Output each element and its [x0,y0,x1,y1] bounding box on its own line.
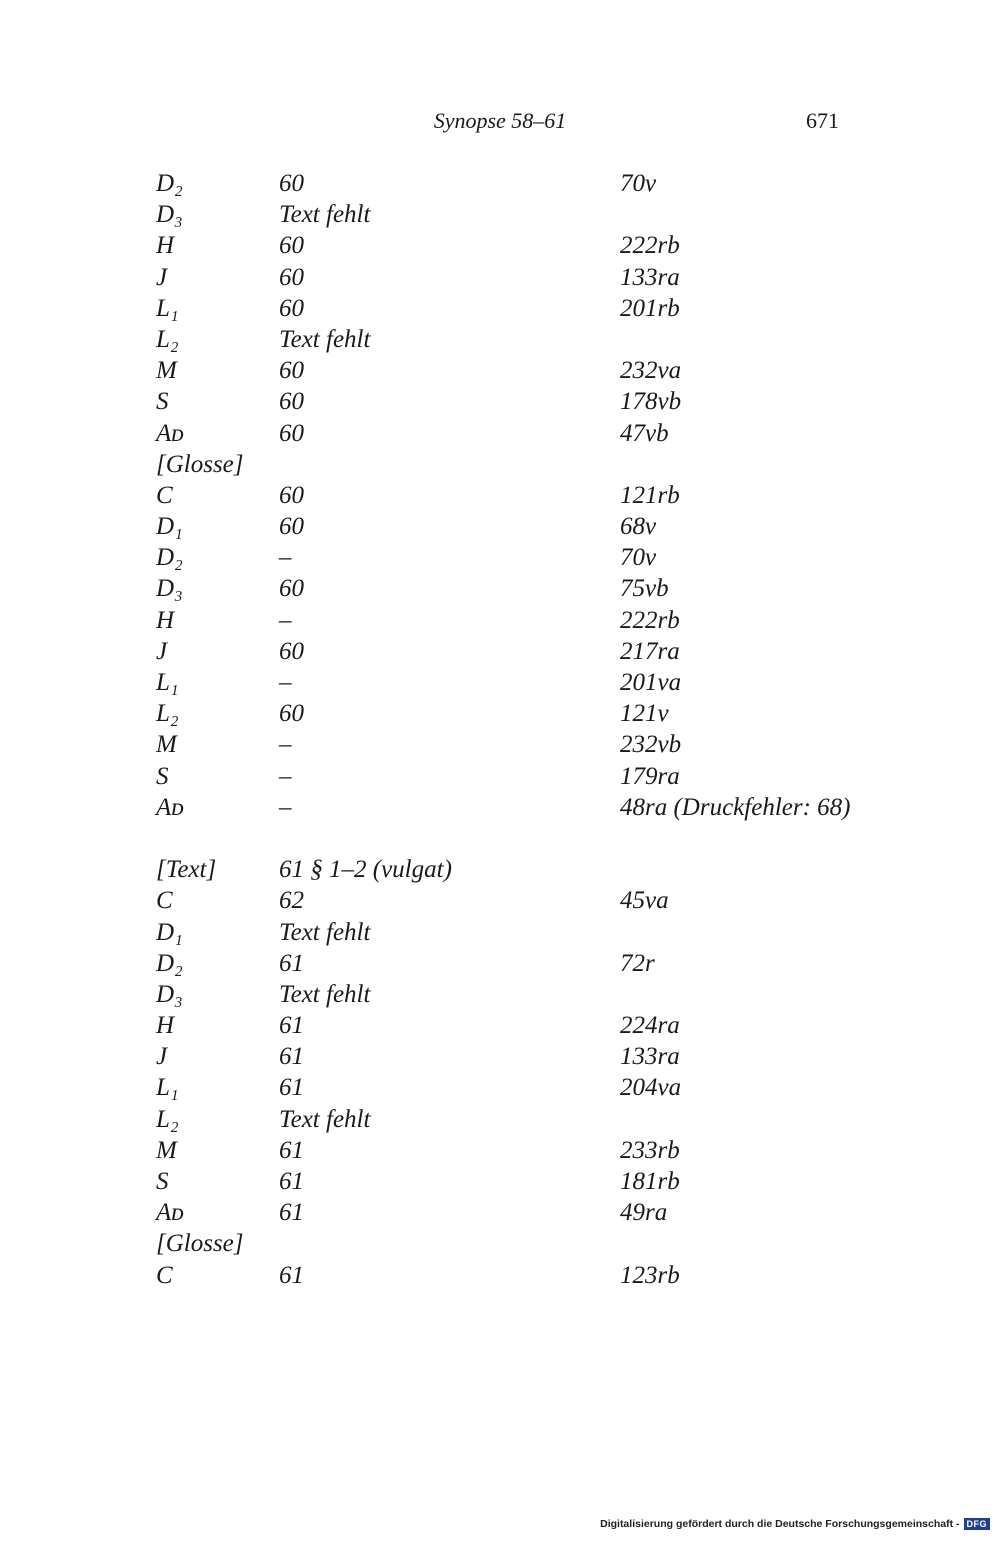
siglum-cell: [Glosse] [156,1230,244,1258]
folio-cell: 70v [620,544,657,572]
chapter-cell: 60 [279,294,304,322]
chapter-cell: – [279,793,292,821]
siglum-cell: H [156,1012,175,1040]
table-row [0,1228,1000,1259]
siglum-cell: L₁ [156,294,179,322]
siglum-cell: C [156,481,173,509]
table-row [0,885,1000,916]
siglum-cell: D₂ [156,949,183,977]
siglum-cell: D₁ [156,918,183,946]
siglum-cell: Aᴅ [156,793,184,821]
table-row [0,386,1000,417]
chapter-cell: Text fehlt [279,980,371,1008]
chapter-cell: – [279,606,292,634]
chapter-cell: 60 [279,481,304,509]
siglum-cell: Aᴅ [156,419,184,447]
folio-cell: 232vb [620,731,682,759]
chapter-cell: 61 [279,1074,304,1102]
footer-text: Digitalisierung gefördert durch die Deutsche Forschungsgemeinschaft - [600,1518,960,1530]
table-row [0,761,1000,792]
chapter-cell: 61 [279,1199,304,1227]
siglum-cell: C [156,1261,173,1289]
chapter-cell: – [279,669,292,696]
table-row [0,449,1000,480]
folio-cell: 222rb [620,232,680,260]
siglum-cell: D₃ [156,201,183,229]
table-row [0,199,1000,230]
folio-cell: 123rb [620,1261,680,1289]
table-row [0,355,1000,386]
chapter-cell: 60 [279,419,304,447]
table-row [0,324,1000,355]
siglum-cell: L₂ [156,700,179,728]
folio-cell: 224ra [620,1012,680,1040]
folio-cell: 133ra [620,1043,680,1071]
folio-cell: 204va [620,1074,682,1102]
table-row [0,1104,1000,1135]
table-row [0,698,1000,729]
chapter-cell: 61 [279,1261,304,1289]
siglum-cell: L₁ [156,669,179,696]
table-row [0,480,1000,511]
running-header-title: Synopse 58–61 [433,108,567,133]
chapter-cell: – [279,544,292,572]
siglum-cell: D₁ [156,513,183,541]
folio-cell: 70v [620,170,657,197]
siglum-cell: M [156,731,177,759]
table-row [0,854,1000,885]
chapter-cell: Text fehlt [279,325,371,353]
table-row [0,1197,1000,1228]
chapter-cell: 60 [279,357,304,385]
table-row [0,573,1000,604]
table-row [0,542,1000,573]
folio-cell: 201rb [620,294,680,322]
table-row [0,511,1000,542]
chapter-cell: Text fehlt [279,918,371,946]
siglum-cell: J [156,637,168,665]
chapter-cell: 60 [279,637,304,665]
footer-credit [600,1518,990,1530]
blank-row [0,823,1000,854]
chapter-cell: 60 [279,513,304,541]
chapter-cell: 62 [279,887,304,915]
folio-cell: 72r [620,949,655,977]
folio-cell: 121v [620,700,669,728]
table-row [0,293,1000,324]
folio-cell: 201va [620,669,682,696]
folio-cell: 178vb [620,388,682,416]
chapter-cell: 61 [279,1012,304,1040]
siglum-cell: S [156,762,169,790]
chapter-cell: 60 [279,170,304,197]
chapter-cell: Text fehlt [279,1105,371,1133]
table-row [0,1072,1000,1103]
siglum-cell: H [156,232,175,260]
table-row [0,917,1000,948]
siglum-cell: [Text] [156,856,217,884]
siglum-cell: S [156,388,169,416]
siglum-cell: S [156,1168,169,1195]
table-row [0,1041,1000,1072]
chapter-cell: 60 [279,232,304,260]
chapter-cell: – [279,762,292,790]
siglum-cell: M [156,357,177,385]
siglum-cell: [Glosse] [156,450,244,478]
table-row [0,667,1000,698]
siglum-cell: L₁ [156,1074,179,1102]
siglum-cell: D₃ [156,575,183,603]
folio-cell: 49ra [620,1199,668,1227]
chapter-cell: 60 [279,700,304,728]
folio-cell: 45va [620,887,669,915]
table-row [0,1010,1000,1041]
table-row [0,418,1000,449]
folio-cell: 133ra [620,263,680,291]
siglum-cell: D₂ [156,544,183,572]
siglum-cell: Aᴅ [156,1199,184,1227]
siglum-cell: L₂ [156,325,179,353]
siglum-cell: H [156,606,175,634]
folio-cell: 47vb [620,419,669,447]
chapter-cell: – [279,731,292,759]
table-row [0,1260,1000,1291]
siglum-cell: L₂ [156,1105,179,1133]
folio-cell: 179ra [620,762,680,790]
table-row [0,792,1000,823]
chapter-cell: 60 [279,388,304,416]
chapter-cell: 61 [279,1168,304,1195]
chapter-cell: 60 [279,575,304,603]
chapter-cell: Text fehlt [279,201,371,229]
siglum-cell: M [156,1136,177,1164]
table-row [0,1135,1000,1166]
folio-cell: 181rb [620,1168,680,1195]
folio-cell: 232va [620,357,682,385]
folio-cell: 222rb [620,606,680,634]
chapter-cell: 61 [279,1043,304,1071]
siglum-cell: J [156,263,168,291]
folio-cell: 68v [620,513,657,541]
table-row [0,605,1000,636]
folio-cell: 121rb [620,481,680,509]
table-row [0,729,1000,760]
folio-cell: 217ra [620,637,680,665]
table-row [0,262,1000,293]
siglum-cell: C [156,887,173,915]
siglum-cell: D₂ [156,170,183,197]
chapter-cell: 60 [279,263,304,291]
page-number: 671 [806,108,839,133]
table-row [0,1166,1000,1197]
siglum-cell: D₃ [156,980,183,1008]
chapter-cell: 61 [279,949,304,977]
siglum-cell: J [156,1043,168,1071]
table-row [0,636,1000,667]
table-row [0,230,1000,261]
folio-cell: 233rb [620,1136,680,1164]
folio-cell: 75vb [620,575,669,603]
folio-cell: 48ra (Druckfehler: 68) [620,793,851,821]
synopsis-table [0,168,1000,1291]
chapter-cell: 61 [279,1136,304,1164]
dfg-logo: DFG [964,1518,991,1530]
table-row [0,168,1000,199]
table-row [0,948,1000,979]
table-row [0,979,1000,1010]
chapter-cell: 61 § 1–2 (vulgat) [279,856,452,884]
